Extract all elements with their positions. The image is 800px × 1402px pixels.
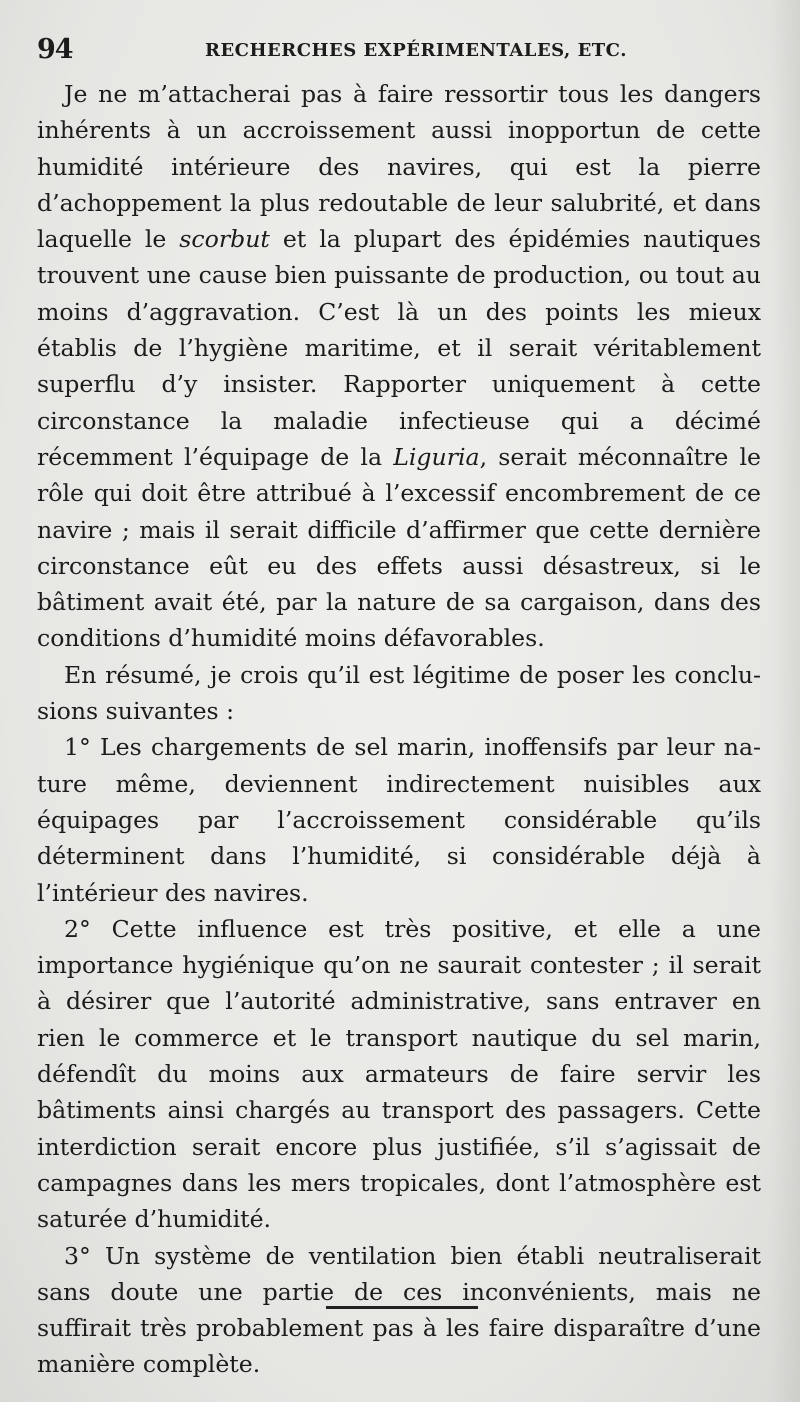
paragraph-intro-part-3: , serait méconnaître le rôle qui doit être attribué à l’excessif encombrement de ce navire ; mais il serait difficile d’affirmer que cette dernière circonstance eût eu des effets aussi désastreux, si le bâtiment avait été, par la nature de sa cargaison, dans des conditions d’humidité moins défavorables. xyxy=(37,442,761,653)
paragraph-intro xyxy=(37,76,761,657)
conclusion-1: 1° Les chargements de sel marin, inoffensifs par leur nature même, deviennent indirectement nuisibles aux équipages par l’accroissement considérable qu’ils déterminent dans l’humidité, si considérable déjà à l’intérieur des navires. xyxy=(37,733,761,907)
page-header xyxy=(37,34,767,68)
paragraph-intro-part-1: Je ne m’attacherai pas à faire ressortir tous les dangers inhérents à un accroissement aussi inopportun de cette humidité intérieure des navires, qui est la pierre d’achoppement la plus redoutable de leur salubrité, et dans laquelle le xyxy=(37,80,761,254)
ship-name-liguria: Liguria xyxy=(393,442,480,471)
end-rule xyxy=(326,1306,478,1309)
paragraph-intro-part-2: et la plupart des épidémies nautiques trouvent une cause bien puissante de production, ou tout au moins d’aggravation. C’est là un des points les mieux établis de l’hygiène maritime, et il serait véritablement superflu d’y insister. Rapporter uniquement à cette circonstance la maladie infectieuse qui a décimé récemment l’équipage de la xyxy=(37,225,761,471)
body-text xyxy=(37,76,761,1383)
conclusion-2: 2° Cette influence est très positive, et elle a une importance hygiénique qu’on ne saurait contester ; il serait à désirer que l’autorité administrative, sans entraver en rien le commerce et le transport nautique du sel marin, défendît du moins aux armateurs de faire servir les bâtiments ainsi chargés au transport des passagers. Cette interdiction serait encore plus justifiée, s’il s’agissait de campagnes dans les mers tropicales, dont l’atmosphère est saturée d’humidité. xyxy=(37,914,761,1234)
running-head: RECHERCHES EXPÉRIMENTALES, ETC. xyxy=(205,40,627,61)
conclusion-3: 3° Un système de ventilation bien établi neutraliserait sans doute une partie de ces inconvénients, mais ne suffirait très probablement pas à les faire disparaître d’une manière complète. xyxy=(37,1241,761,1379)
page-edge-shading xyxy=(770,0,800,1402)
page-number: 94 xyxy=(37,34,73,65)
paragraph-summary: En résumé, je crois qu’il est légitime de poser les conclusions suivantes : xyxy=(37,660,761,726)
term-scorbut: scorbut xyxy=(179,225,270,254)
